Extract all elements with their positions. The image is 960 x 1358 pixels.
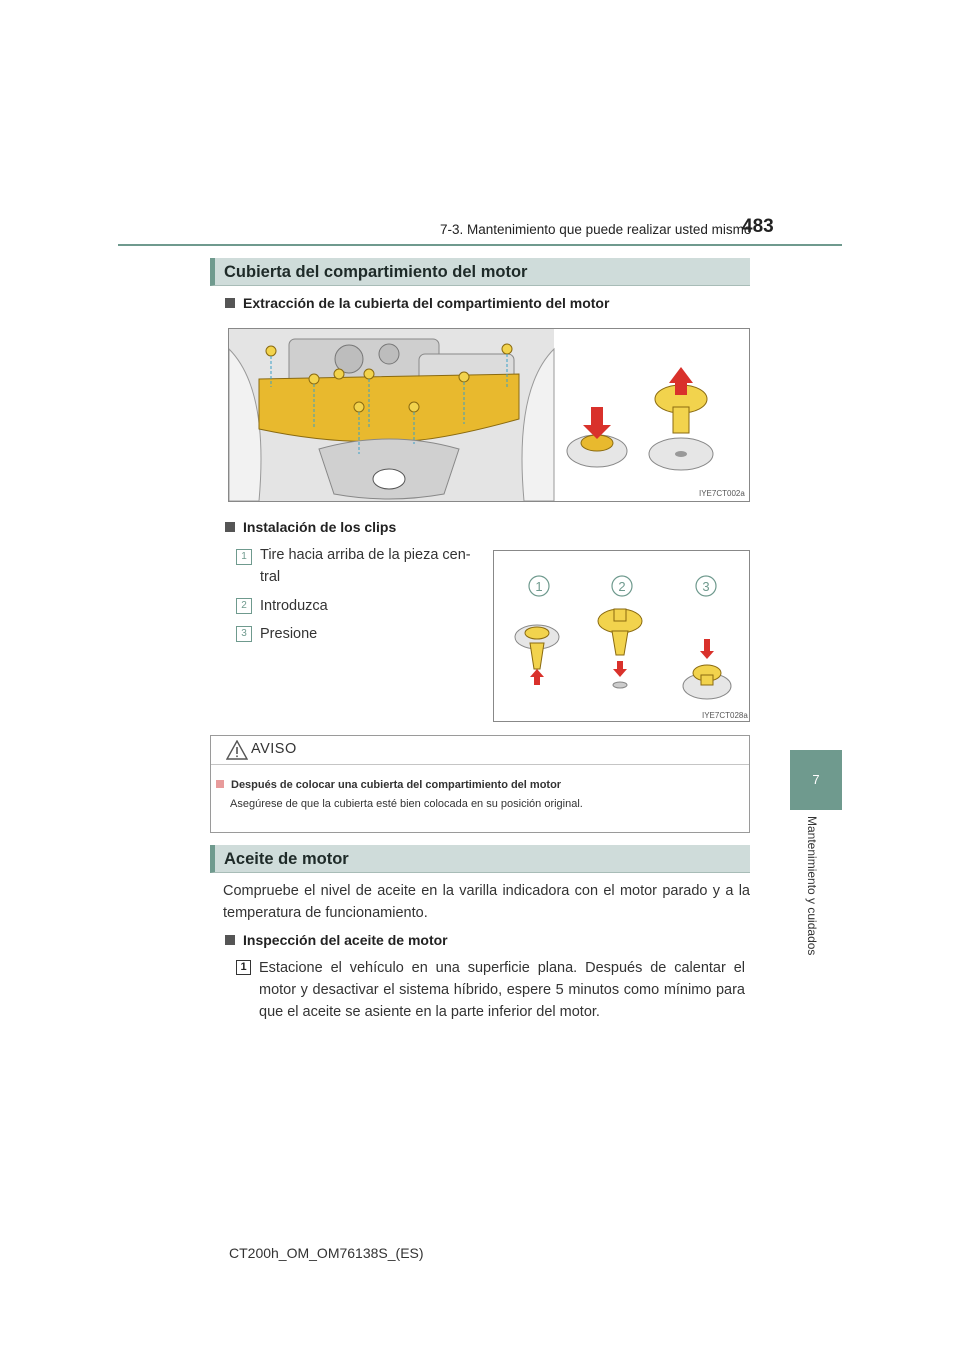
warning-triangle-icon — [226, 740, 248, 765]
install-subheading — [225, 519, 396, 535]
document-code: CT200h_OM_OM76138S_(ES) — [229, 1245, 424, 1261]
section-title: Aceite de motor — [224, 850, 349, 868]
oil-intro-paragraph: Compruebe el nivel de aceite en la varilla indicadora con el motor parado y a la temperatura de funcionamiento. — [223, 883, 750, 921]
clip-install-figure — [493, 550, 750, 722]
removal-subheading-text: Extracción de la cubierta del compartimiento del motor — [243, 295, 610, 311]
step-1-text — [260, 544, 480, 588]
bullet-square-icon — [225, 935, 235, 945]
figure-code: IYE7CT028a — [702, 711, 748, 720]
warning-divider — [211, 764, 749, 765]
step-number-3: 3 — [236, 626, 252, 642]
section-title: Cubierta del compartimiento del motor — [224, 263, 528, 281]
engine-cover-illustration — [229, 329, 749, 501]
bullet-square-icon — [216, 780, 224, 788]
figure-label-1: 1 — [535, 579, 543, 594]
oil-inspection-subheading — [225, 932, 448, 948]
step-box-1: 1 — [236, 960, 251, 975]
oil-step-text: Estacione el vehículo en una superficie plana. Después de calentar el motor y desactivar el sistema híbrido, espere 5 minutos como mínimo para que el aceite se asiente en la parte inferior del motor. — [259, 960, 745, 1020]
running-header: 7-3. Mantenimiento que puede realizar usted mismo — [440, 222, 752, 237]
engine-cover-figure — [228, 328, 750, 502]
chapter-label: Mantenimiento y cuidados — [805, 816, 819, 956]
oil-inspection-subheading-text: Inspección del aceite de motor — [243, 932, 448, 948]
install-subheading-text: Instalación de los clips — [243, 519, 397, 535]
removal-subheading — [225, 295, 609, 311]
figure-label-3: 3 — [702, 579, 710, 594]
clip-install-illustration — [494, 551, 749, 721]
step-1-line2: tral — [260, 569, 281, 585]
warning-subheading-text: Después de colocar una cubierta del compartimiento del motor — [231, 779, 562, 791]
step-number-1: 1 — [236, 549, 252, 565]
step-number-2: 2 — [236, 598, 252, 614]
page-number: 483 — [742, 216, 774, 237]
section-title-bar — [210, 258, 750, 286]
warning-title: AVISO — [251, 741, 297, 757]
header-rule — [118, 244, 842, 246]
warning-subheading — [216, 779, 561, 791]
figure-code: IYE7CT002a — [699, 489, 745, 498]
figure-label-2: 2 — [618, 579, 626, 594]
chapter-tab[interactable]: 7 — [790, 750, 842, 810]
bullet-square-icon — [225, 522, 235, 532]
bullet-square-icon — [225, 298, 235, 308]
section-title-bar — [210, 845, 750, 873]
step-2-text: Introduzca — [260, 598, 328, 614]
step-3-text: Presione — [260, 626, 318, 642]
warning-text: Asegúrese de que la cubierta esté bien colocada en su posición original. — [230, 798, 583, 810]
step-1-line1: Tire hacia arriba de la pieza cen- — [260, 547, 471, 563]
